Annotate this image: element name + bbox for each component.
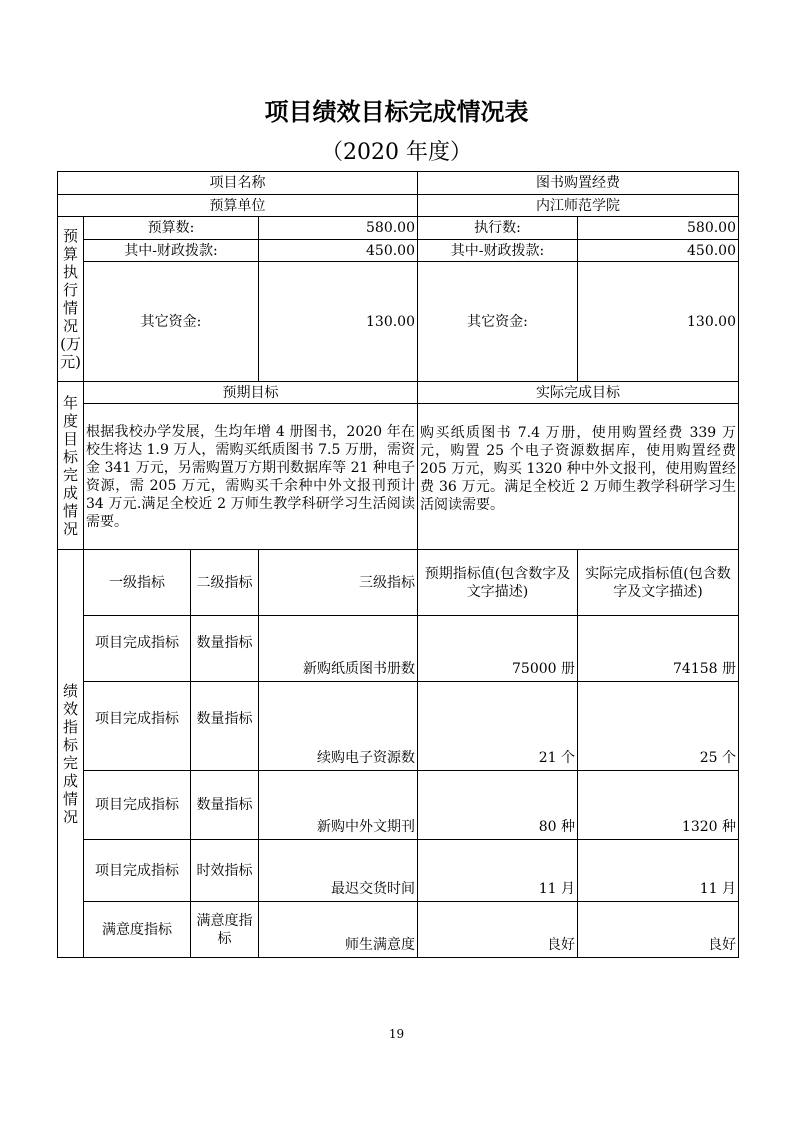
perf-level1: 项目完成指标 <box>84 840 191 902</box>
perf-level1: 项目完成指标 <box>84 682 191 771</box>
perf-planned: 11 月 <box>418 840 578 902</box>
perf-actual: 良好 <box>578 902 739 958</box>
budget-value: 580.00 <box>259 217 418 240</box>
budget-label: 预算数: <box>84 217 259 240</box>
performance-table <box>57 171 739 958</box>
actual-goal-text: 购买纸质图书 7.4 万册，使用购置经费 339 万元，购置 25 个电子资源数据库，使用购置经费 205 万元，购买 1320 种中外文报刊，使用购置经费 36 万元。满足全校近 2 万师生教学科研学习生活阅读需要。 <box>418 404 739 550</box>
other-value-planned: 130.00 <box>259 262 418 382</box>
actual-goal-header: 实际完成目标 <box>418 382 739 404</box>
perf-level1: 满意度指标 <box>84 902 191 958</box>
fiscal-value-actual: 450.00 <box>578 240 739 262</box>
level1-header: 一级指标 <box>84 550 191 616</box>
exec-label: 执行数: <box>418 217 578 240</box>
planned-goal-text: 根据我校办学发展，生均年增 4 册图书，2020 年在校生将达 1.9 万人，需购买纸质图书 7.5 万册，需资金 341 万元，另需购置万方期刊数据库等 21 种电子资源，需 205 万元，需购买千余种中外文报刊预计 34 万元.满足全校近 2 万师生教学科研学习生活阅读需要。 <box>84 404 418 550</box>
perf-row <box>58 682 739 771</box>
perf-level2: 数量指标 <box>191 682 259 771</box>
perf-planned: 21 个 <box>418 682 578 771</box>
fiscal-value-planned: 450.00 <box>259 240 418 262</box>
perf-planned: 良好 <box>418 902 578 958</box>
perf-row <box>58 840 739 902</box>
other-value-actual: 130.00 <box>578 262 739 382</box>
annual-content-row <box>58 404 739 550</box>
planned-goal-header: 预期目标 <box>84 382 418 404</box>
level3-header: 三级指标 <box>259 550 418 616</box>
perf-planned: 75000 册 <box>418 616 578 682</box>
perf-section-label: 绩效指标完成情况 <box>58 550 84 958</box>
perf-level3: 新购纸质图书册数 <box>259 616 418 682</box>
level2-header: 二级指标 <box>191 550 259 616</box>
budget-unit-row <box>58 195 739 217</box>
actual-value-header: 实际完成指标值(包含数字及文字描述) <box>578 550 739 616</box>
other-label-planned: 其它资金: <box>84 262 259 382</box>
budget-row <box>58 217 739 240</box>
perf-planned: 80 种 <box>418 771 578 840</box>
year-subtitle: （2020 年度） <box>321 140 472 165</box>
annual-section-label: 年度目标完成情况 <box>58 382 84 550</box>
perf-level3: 新购中外文期刊 <box>259 771 418 840</box>
perf-level1: 项目完成指标 <box>84 616 191 682</box>
perf-actual: 25 个 <box>578 682 739 771</box>
perf-level2: 满意度指标 <box>191 902 259 958</box>
budget-unit-value: 内江师范学院 <box>418 195 739 217</box>
perf-actual: 11 月 <box>578 840 739 902</box>
page-number: 19 <box>388 1027 405 1041</box>
perf-actual: 74158 册 <box>578 616 739 682</box>
planned-value-header: 预期指标值(包含数字及文字描述) <box>418 550 578 616</box>
perf-header-row <box>58 550 739 616</box>
perf-level1: 项目完成指标 <box>84 771 191 840</box>
budget-section-label: 预算执行情况(万元) <box>58 217 84 382</box>
project-name-label: 项目名称 <box>58 172 418 195</box>
fiscal-label-planned: 其中-财政拨款: <box>84 240 259 262</box>
annual-header-row <box>58 382 739 404</box>
other-funds-row <box>58 262 739 382</box>
budget-unit-label: 预算单位 <box>58 195 418 217</box>
project-name-row <box>58 172 739 195</box>
perf-actual: 1320 种 <box>578 771 739 840</box>
fiscal-row <box>58 240 739 262</box>
perf-row <box>58 902 739 958</box>
other-label-actual: 其它资金: <box>418 262 578 382</box>
perf-level2: 数量指标 <box>191 771 259 840</box>
perf-level2: 时效指标 <box>191 840 259 902</box>
perf-level3: 续购电子资源数 <box>259 682 418 771</box>
exec-value: 580.00 <box>578 217 739 240</box>
page-title: 项目绩效目标完成情况表 <box>264 98 529 126</box>
perf-level2: 数量指标 <box>191 616 259 682</box>
project-name-value: 图书购置经费 <box>418 172 739 195</box>
perf-row <box>58 616 739 682</box>
perf-level3: 师生满意度 <box>259 902 418 958</box>
perf-level3: 最迟交货时间 <box>259 840 418 902</box>
fiscal-label-actual: 其中-财政拨款: <box>418 240 578 262</box>
perf-row <box>58 771 739 840</box>
